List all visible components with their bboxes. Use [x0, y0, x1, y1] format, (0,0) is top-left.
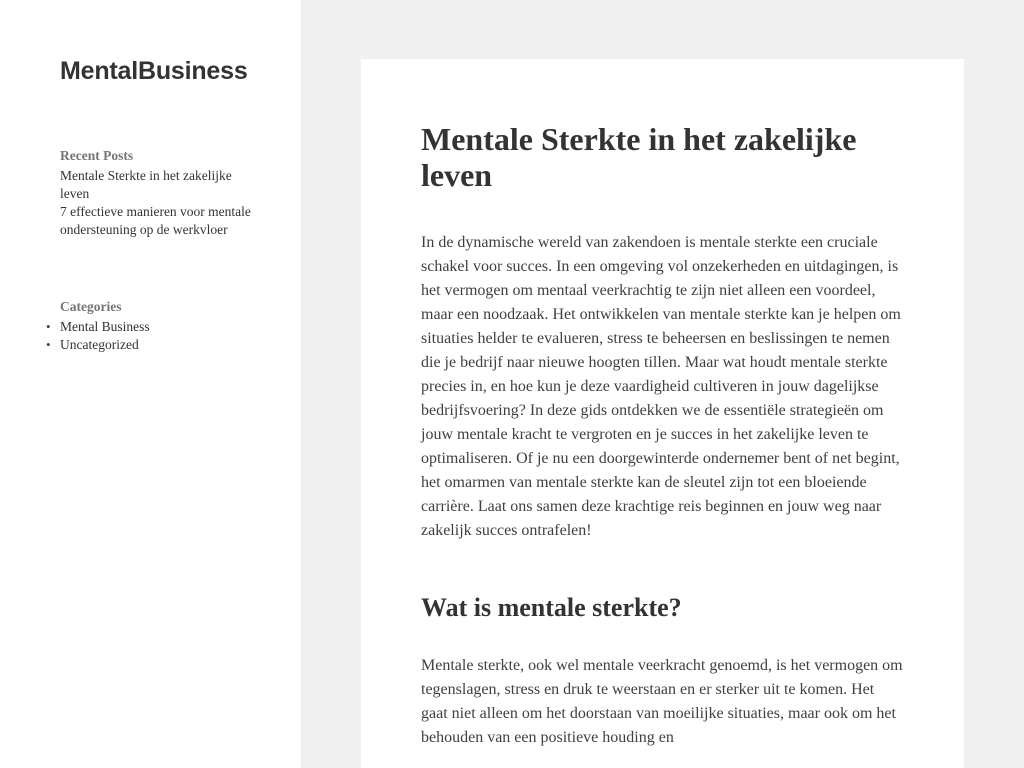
recent-post-link[interactable]: Mentale Sterkte in het zakelijke leven — [60, 168, 232, 201]
site-title-link[interactable]: MentalBusiness — [60, 57, 248, 85]
article-section-paragraph: Mentale sterkte, ook wel mentale veerkracht genoemd, is het vermogen om tegenslagen, stress en druk te weerstaan en er sterker uit te komen. Het gaat niet alleen om het doorstaan van moeilijke situaties, maar ook om het behouden van een positieve houding en — [421, 657, 903, 746]
article-title: Mentale Sterkte in het zakelijke leven — [421, 121, 857, 193]
sidebar — [0, 0, 301, 768]
list-item — [60, 167, 261, 203]
recent-posts-list — [60, 167, 261, 239]
article-card — [361, 59, 964, 768]
article — [421, 121, 904, 750]
categories-widget-title: Categories — [60, 299, 122, 314]
list-item — [60, 318, 261, 336]
categories-widget — [60, 299, 261, 354]
article-intro-paragraph: In de dynamische wereld van zakendoen is mentale sterkte een cruciale schakel voor succes. In een omgeving vol onzekerheden en uitdagingen, is het vermogen om mentaal veerkrachtig te zijn niet alleen een voordeel, maar een noodzaak. Het ontwikkelen van mentale sterkte kan je helpen om situaties helder te evalueren, stress te beheersen en beslissingen te nemen die je bedrijf naar nieuwe hoogten tillen. Maar wat houdt mentale sterkte precies in, en hoe kun je deze vaardigheid cultiveren in jouw dagelijkse bedrijfsvoering? In deze gids ontdekken we de essentiële strategieën om jouw mentale kracht te vergroten en je succes in het zakelijke leven te optimaliseren. Of je nu een doorgewinterde ondernemer bent of net begint, het omarmen van mentale sterkte kan de sleutel zijn tot een bloeiende carrière. Laat ons samen deze krachtige reis beginnen en jouw weg naar zakelijk succes ontrafelen! — [421, 234, 901, 539]
recent-posts-widget — [60, 148, 261, 239]
site-title — [60, 57, 261, 85]
category-link[interactable]: Mental Business — [60, 319, 150, 334]
recent-post-link[interactable]: 7 effectieve manieren voor mentale ondersteuning op de werkvloer — [60, 204, 251, 237]
category-link[interactable]: Uncategorized — [60, 337, 139, 352]
list-item — [60, 203, 261, 239]
recent-posts-widget-title: Recent Posts — [60, 148, 134, 163]
list-item — [60, 336, 261, 354]
categories-list — [60, 318, 261, 354]
article-section-heading: Wat is mentale sterkte? — [421, 593, 682, 622]
